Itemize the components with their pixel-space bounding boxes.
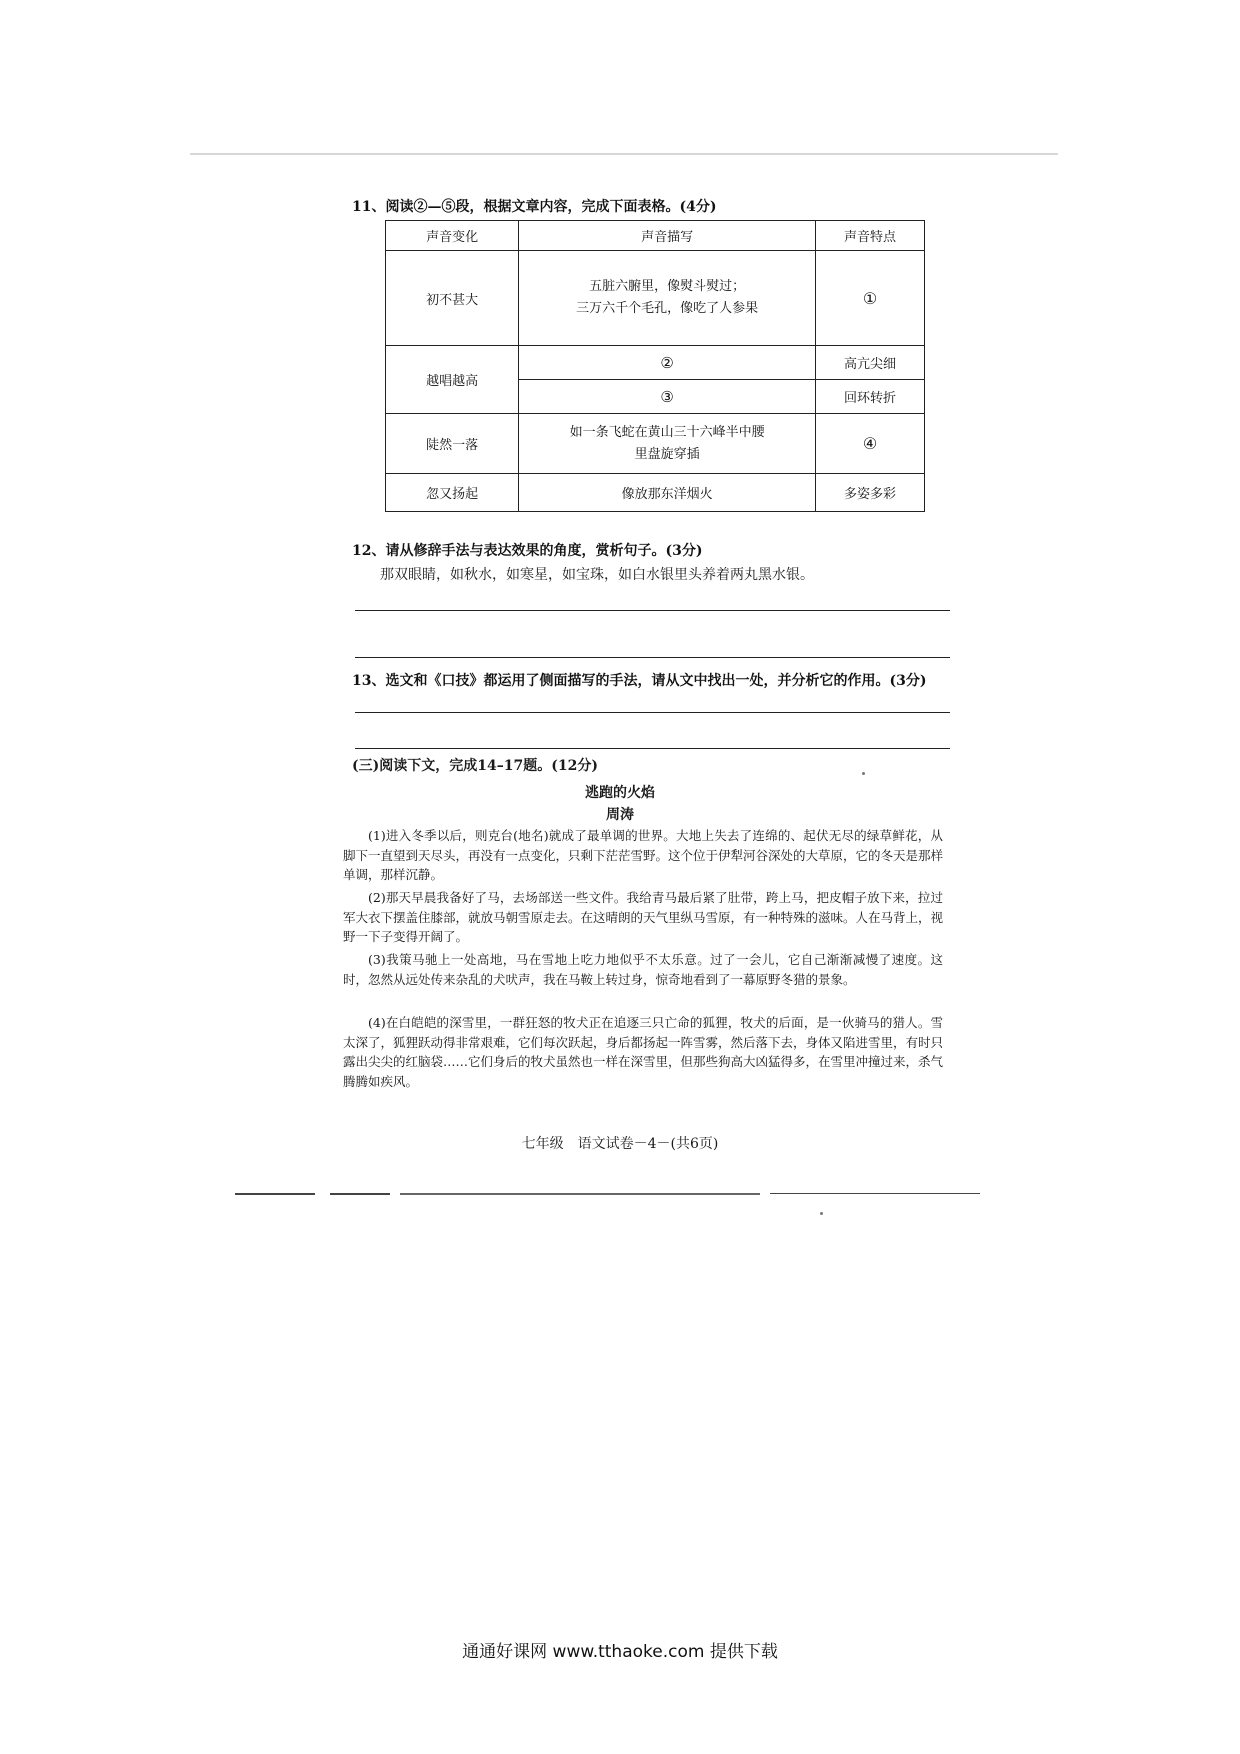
answer-line[interactable]	[355, 657, 950, 658]
row4-desc: 像放那东洋烟火	[519, 474, 816, 512]
row1-desc-line2: 三万六千个毛孔，像吃了人参果	[576, 301, 759, 316]
paragraph-2: (2)那天早晨我备好了马，去场部送一些文件。我给青马最后紧了肚带，跨上马，把皮帽子放下来，拉过军大衣下摆盖住膝部，就放马朝雪原走去。在这晴朗的天气里纵马雪原，有一种特殊的滋味。人在马背上，视野一下子变得开阔了。	[343, 890, 944, 944]
paragraph-4: (4)在白皑皑的深雪里，一群狂怒的牧犬正在追逐三只亡命的狐狸，牧犬的后面，是一伙骑马的猎人。雪太深了，狐狸跃动得非常艰难，它们每次跃起，身后都扬起一阵雪雾，然后落下去，身体又陷进雪里，有时只露出尖尖的红脑袋……它们身后的牧犬虽然也一样在深雪里，但那些狗高大凶猛得多，在雪里冲撞过来，杀气腾腾如疾风。	[343, 1015, 944, 1089]
scan-edge-line	[235, 1193, 315, 1195]
table-row	[386, 474, 925, 512]
question-12-sentence: 那双眼睛，如秋水，如寒星，如宝珠，如白水银里头养着两丸黑水银。	[380, 567, 814, 583]
header-desc: 声音描写	[519, 221, 816, 251]
scan-edge-line	[330, 1193, 390, 1195]
sound-table	[385, 220, 925, 512]
scan-speck	[820, 1212, 823, 1215]
table-row	[386, 251, 925, 346]
page-footer: 七年级 语文试卷－4－(共6页)	[521, 1136, 719, 1152]
row2-change: 越唱越高	[386, 346, 519, 414]
paragraph-3: (3)我策马驰上一处高地，马在雪地上吃力地似乎不太乐意。过了一会儿，它自己渐渐减慢了速度。这时，忽然从远处传来杂乱的犬吠声，我在马鞍上转过身，惊奇地看到了一幕原野冬猎的景象。	[343, 952, 943, 987]
scan-edge-line	[770, 1193, 980, 1194]
question-13: 13、选文和《口技》都运用了侧面描写的手法，请从文中找出一处，并分析它的作用。(3分)	[352, 673, 927, 689]
scan-edge-line	[400, 1193, 760, 1195]
row3-feature: ④	[815, 414, 924, 474]
row1-desc-line1: 五脏六腑里，像熨斗熨过；	[589, 279, 746, 294]
row1-desc	[519, 251, 816, 346]
question-11: 11、阅读②—⑤段，根据文章内容，完成下面表格。(4分)	[352, 199, 717, 215]
table-header-row	[386, 221, 925, 251]
table-row	[386, 346, 925, 380]
answer-line[interactable]	[355, 748, 950, 749]
section-3-heading: (三)阅读下文，完成14–17题。(12分)	[352, 758, 598, 774]
row4-feature: 多姿多彩	[815, 474, 924, 512]
row1-feature: ①	[815, 251, 924, 346]
row2-desc-b: ③	[519, 380, 816, 414]
answer-line[interactable]	[355, 712, 950, 713]
header-change: 声音变化	[386, 221, 519, 251]
row3-change: 陡然一落	[386, 414, 519, 474]
scan-speck	[862, 772, 865, 775]
paragraph-1: (1)进入冬季以后，则克台(地名)就成了最单调的世界。大地上失去了连绵的、起伏无尽的绿草鲜花，从脚下一直望到天尽头，再没有一点变化，只剩下茫茫雪野。这个位于伊犁河谷深处的大草原，它的冬天是那样单调，那样沉静。	[343, 828, 944, 882]
row3-desc-line2: 里盘旋穿插	[634, 446, 700, 462]
header-feature: 声音特点	[815, 221, 924, 251]
row2-feature-b: 回环转折	[815, 380, 924, 414]
answer-line[interactable]	[355, 610, 950, 611]
row4-change: 忽又扬起	[386, 474, 519, 512]
row2-feature-a: 高亢尖细	[815, 346, 924, 380]
row3-desc-line1: 如一条飞蛇在黄山三十六峰半中腰	[569, 424, 765, 440]
top-rule	[190, 153, 1058, 155]
row2-desc-a: ②	[519, 346, 816, 380]
download-credit: 通通好课网 www.tthaoke.com 提供下载	[462, 1642, 778, 1662]
row1-change: 初不甚大	[386, 251, 519, 346]
question-12: 12、请从修辞手法与表达效果的角度，赏析句子。(3分)	[352, 543, 703, 559]
passage-title: 逃跑的火焰	[585, 785, 655, 801]
row3-desc	[519, 414, 816, 474]
table-row	[386, 414, 925, 474]
passage-author: 周涛	[606, 807, 634, 823]
